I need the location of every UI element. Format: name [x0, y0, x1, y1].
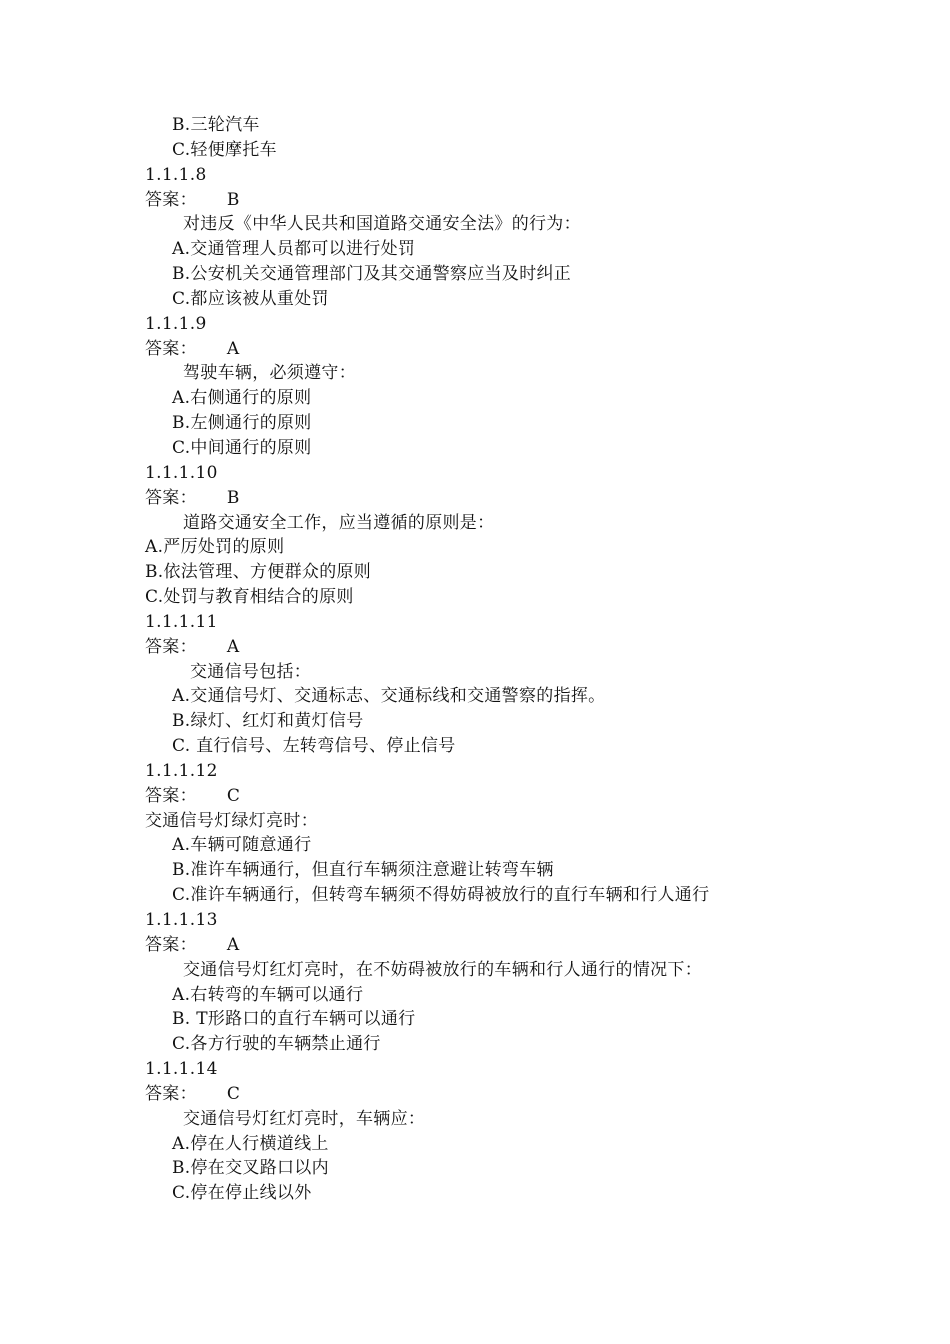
- answer-line: [0, 337, 950, 362]
- answer-line: [0, 1082, 950, 1107]
- option-item: C.停在停止线以外: [172, 1183, 312, 1204]
- option-item: B.左侧通行的原则: [172, 413, 312, 434]
- option-item: C. 直行信号、左转弯信号、停止信号: [172, 736, 456, 757]
- question-text: 道路交通安全工作，应当遵循的原则是：: [183, 512, 495, 533]
- answer-label: 答案：: [145, 934, 197, 955]
- document-page: [0, 113, 950, 1206]
- option-item: B.绿灯、红灯和黄灯信号: [172, 711, 364, 732]
- option-item: B.依法管理、方便群众的原则: [145, 562, 372, 583]
- answer-label: 答案：: [145, 785, 197, 806]
- answer-line: [0, 784, 950, 809]
- question-number: 1.1.1.10: [145, 462, 218, 483]
- question-text: 交通信号包括：: [190, 661, 312, 682]
- answer-value: A: [226, 338, 240, 359]
- option-item: C.中间通行的原则: [172, 437, 312, 458]
- answer-label: 答案：: [145, 338, 197, 359]
- question-text: 对违反《中华人民共和国道路交通安全法》的行为：: [183, 214, 581, 235]
- answer-label: 答案：: [145, 636, 197, 657]
- option-item: C.轻便摩托车: [172, 139, 277, 160]
- answer-label: 答案：: [145, 1083, 197, 1104]
- answer-value: B: [226, 487, 240, 508]
- option-item: C.处罚与教育相结合的原则: [145, 587, 354, 608]
- option-item: A.停在人行横道线上: [172, 1133, 329, 1154]
- answer-value: A: [226, 934, 240, 955]
- question-number: 1.1.1.13: [145, 910, 218, 930]
- question-number: 1.1.1.11: [145, 611, 218, 632]
- question-text: 交通信号灯红灯亮时，在不妨碍被放行的车辆和行人通行的情况下：: [183, 959, 702, 980]
- question-number: 1.1.1.8: [145, 164, 207, 185]
- option-item: C.各方行驶的车辆禁止通行: [172, 1034, 381, 1055]
- option-item: B.三轮汽车: [172, 115, 260, 135]
- answer-value: C: [226, 1083, 241, 1104]
- question-text: 驾驶车辆，必须遵守：: [183, 363, 356, 384]
- answer-line: [0, 933, 950, 958]
- question-number: 1.1.1.9: [145, 313, 207, 334]
- question-text: 交通信号灯红灯亮时，车辆应：: [183, 1108, 426, 1129]
- answer-line: [0, 635, 950, 660]
- option-item: A.交通信号灯、交通标志、交通标线和交通警察的指挥。: [172, 686, 606, 707]
- option-item: B.公安机关交通管理部门及其交通警察应当及时纠正: [172, 264, 572, 285]
- answer-label: 答案：: [145, 189, 197, 210]
- option-item: B. T形路口的直行车辆可以通行: [172, 1009, 416, 1030]
- option-item: A.车辆可随意通行: [172, 835, 312, 856]
- answer-value: A: [226, 636, 240, 657]
- answer-value: C: [226, 785, 241, 806]
- option-item: C.都应该被从重处罚: [172, 288, 329, 309]
- option-item: A.交通管理人员都可以进行处罚: [172, 239, 416, 260]
- option-item: B.停在交叉路口以内: [172, 1158, 329, 1179]
- question-number: 1.1.1.12: [145, 760, 218, 781]
- option-item: C.准许车辆通行，但转弯车辆须不得妨碍被放行的直行车辆和行人通行: [172, 885, 710, 906]
- option-item: A.严厉处罚的原则: [145, 537, 285, 558]
- option-item: A.右侧通行的原则: [172, 388, 312, 409]
- question-number: 1.1.1.14: [145, 1059, 218, 1080]
- answer-line: [0, 486, 950, 511]
- option-item: B.准许车辆通行，但直行车辆须注意避让转弯车辆: [172, 860, 554, 881]
- answer-line: [0, 188, 950, 213]
- answer-label: 答案：: [145, 487, 197, 508]
- option-item: A.右转弯的车辆可以通行: [172, 984, 364, 1005]
- answer-value: B: [226, 189, 240, 210]
- question-text: 交通信号灯绿灯亮时：: [145, 810, 318, 831]
